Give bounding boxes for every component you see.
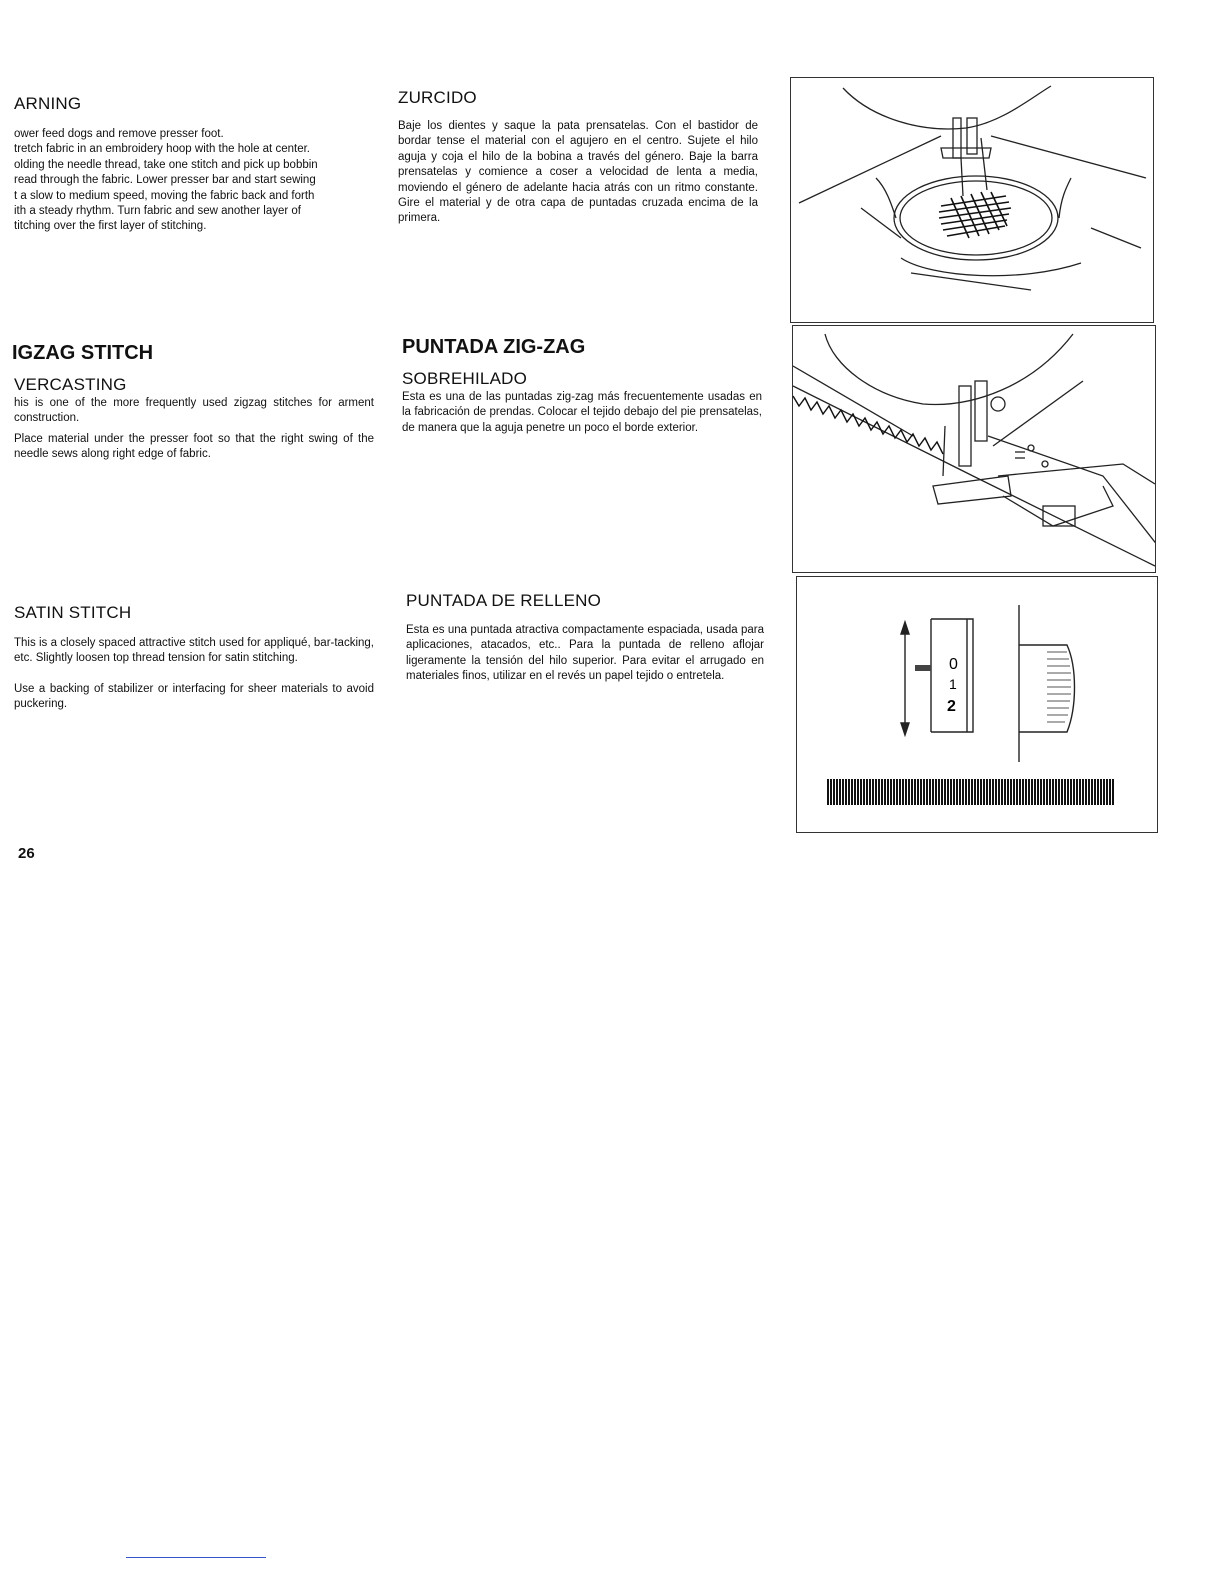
dial-drawing bbox=[797, 577, 1157, 832]
darning-line: olding the needle thread, take one stitch and pick up bobbin bbox=[14, 158, 318, 171]
darning-line: ith a steady rhythm. Turn fabric and sew another layer of bbox=[14, 205, 302, 218]
zurcido-heading: ZURCIDO bbox=[398, 88, 477, 107]
satin-stitch-sample bbox=[827, 779, 1115, 805]
dial-mark-0: 0 bbox=[949, 656, 958, 673]
page-number: 26 bbox=[18, 845, 35, 862]
darning-line: tretch fabric in an embroidery hoop with the hole at center. bbox=[14, 143, 310, 156]
darning-line: t a slow to medium speed, moving the fabric back and forth bbox=[14, 189, 315, 202]
sobrehilado-subheading: SOBREHILADO bbox=[402, 369, 528, 388]
dial-mark-2: 2 bbox=[947, 698, 956, 715]
darning-body bbox=[14, 127, 374, 235]
overcasting-illustration bbox=[792, 325, 1156, 573]
overcasting-subheading: VERCASTING bbox=[14, 375, 127, 394]
overcasting-drawing bbox=[793, 326, 1155, 572]
darning-heading: ARNING bbox=[14, 94, 82, 113]
zigzag-paragraph-1: his is one of the more frequently used zigzag stitches for arment construction. bbox=[14, 397, 374, 425]
satin-paragraph-2: Use a backing of stabilizer or interfacing for sheer materials to avoid puckering. bbox=[14, 683, 374, 711]
dial-pointer bbox=[915, 665, 931, 671]
satin-paragraph-1: This is a closely spaced attractive stitch used for appliqué, bar-tacking, etc. Slightly loosen top thread tension for satin stitching. bbox=[14, 637, 374, 665]
footer-divider bbox=[126, 1557, 266, 1558]
zigzag-heading: IGZAG STITCH bbox=[12, 342, 154, 364]
dial-mark-1: 1 bbox=[949, 676, 957, 692]
zigzag-es-body: Esta es una de las puntadas zig-zag más frecuentemente usadas en la fabricación de prendas. Colocar el tejido debajo del pie prensatelas, de manera que la aguja penetre un poco el borde exterior. bbox=[402, 391, 762, 434]
zurcido-body: Baje los dientes y saque la pata prensatelas. Con el bastidor de bordar tense el material con el agujero en el centro. Sujete el hilo aguja y coja el hilo de la bobina a través del género. Baje la barra prensatelas y comience a coser a velocidad de lenta a media, moviendo el género de adelante hacia atrás con un ritmo constante. Gire el material y de otra capa de puntadas cruzada encima de la primera. bbox=[398, 120, 758, 225]
darning-hoop-illustration bbox=[790, 77, 1154, 323]
puntada-zigzag-heading: PUNTADA ZIG-ZAG bbox=[402, 336, 586, 358]
hoop-drawing bbox=[791, 78, 1153, 322]
darning-line: titching over the first layer of stitching. bbox=[14, 220, 207, 233]
satin-heading: SATIN STITCH bbox=[14, 603, 132, 622]
darning-line: read through the fabric. Lower presser bar and start sewing bbox=[14, 174, 316, 187]
relleno-body: Esta es una puntada atractiva compactamente espaciada, usada para aplicaciones, atacados, etc.. Para la puntada de relleno aflojar ligeramente la tensión del hilo superior. Para evitar el arrugado en materiales finos, utilizar en el revés un papel tejido o entretela. bbox=[406, 624, 764, 683]
relleno-heading: PUNTADA DE RELLENO bbox=[406, 591, 602, 610]
zigzag-paragraph-2: Place material under the presser foot so that the right swing of the needle sews along right edge of fabric. bbox=[14, 433, 374, 461]
stitch-length-dial-illustration bbox=[796, 576, 1158, 833]
darning-line: ower feed dogs and remove presser foot. bbox=[14, 128, 224, 140]
